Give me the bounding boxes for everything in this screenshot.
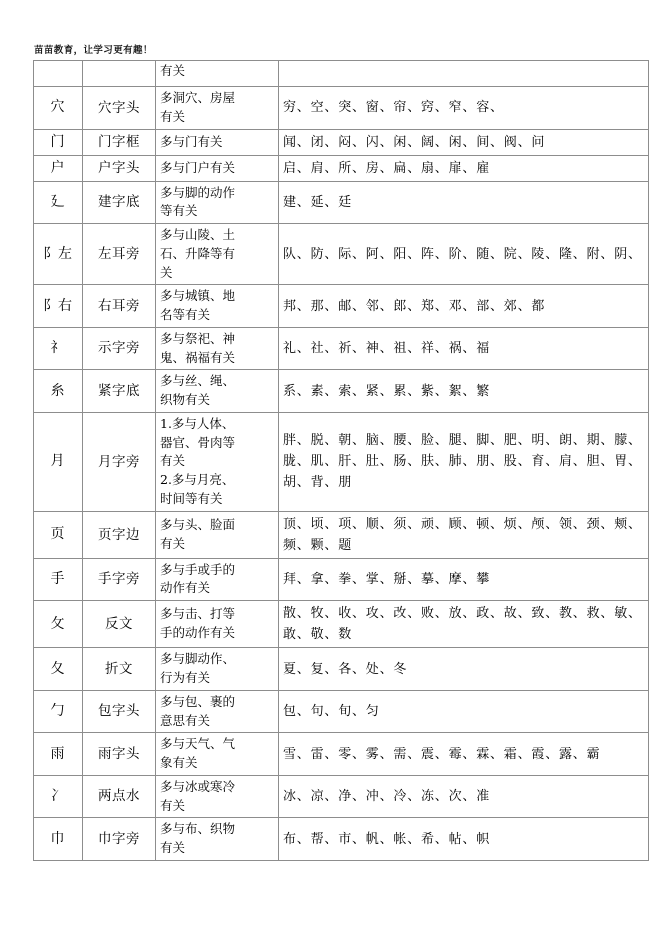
- meaning-line: 多与头、脸面: [160, 516, 236, 532]
- cell-example-characters: 夏、复、各、处、冬: [279, 648, 649, 691]
- meaning-line: 有关: [160, 797, 186, 813]
- cell-meaning: [156, 61, 279, 87]
- cell-radical: 巾: [34, 818, 83, 861]
- meaning-line: 行为有关: [160, 670, 211, 686]
- cell-radical: 穴: [34, 87, 83, 130]
- table-row: [34, 601, 649, 648]
- cell-radical-name: 门字框: [83, 129, 156, 155]
- cell-radical-name: 右耳旁: [83, 285, 156, 328]
- cell-radical: [34, 61, 83, 87]
- cell-meaning: [156, 733, 279, 776]
- cell-radical: 阝左: [34, 224, 83, 285]
- cell-radical: 月: [34, 412, 83, 511]
- meaning-line: 2.多与月亮、: [160, 472, 235, 488]
- cell-radical: 攵: [34, 601, 83, 648]
- cell-example-characters: 邦、那、邮、邻、郎、郑、邓、部、郊、都: [279, 285, 649, 328]
- radical-table: [33, 60, 649, 861]
- cell-meaning: [156, 181, 279, 224]
- table-row: [34, 61, 649, 87]
- cell-radical-name: 折文: [83, 648, 156, 691]
- cell-radical: 勹: [34, 690, 83, 733]
- cell-meaning: [156, 775, 279, 818]
- cell-radical-name: 月字旁: [83, 412, 156, 511]
- meaning-line: 织物有关: [160, 392, 211, 408]
- table-row: [34, 648, 649, 691]
- table-row: [34, 690, 649, 733]
- cell-meaning: [156, 648, 279, 691]
- cell-radical-name: 示字旁: [83, 327, 156, 370]
- cell-radical-name: 两点水: [83, 775, 156, 818]
- meaning-line: 动作有关: [160, 580, 211, 596]
- meaning-line: 1.多与人体、: [160, 415, 235, 431]
- meaning-line: 石、升降等有: [160, 245, 236, 261]
- cell-example-characters: 雪、雷、零、雾、需、震、霉、霖、霜、霞、露、霸: [279, 733, 649, 776]
- cell-example-characters: 礼、社、祈、神、祖、祥、祸、福: [279, 327, 649, 370]
- cell-example-characters: 队、防、际、阿、阳、阵、阶、随、院、陵、隆、附、阴、: [279, 224, 649, 285]
- table-row: [34, 733, 649, 776]
- table-row: [34, 327, 649, 370]
- table-row: [34, 511, 649, 558]
- cell-meaning: [156, 370, 279, 413]
- cell-example-characters: 冰、凉、净、冲、冷、冻、次、准: [279, 775, 649, 818]
- cell-radical-name: 雨字头: [83, 733, 156, 776]
- table-row: [34, 129, 649, 155]
- cell-meaning: [156, 558, 279, 601]
- meaning-line: 多与丝、绳、: [160, 373, 236, 389]
- table-row: [34, 412, 649, 511]
- table-row: [34, 818, 649, 861]
- cell-radical: 雨: [34, 733, 83, 776]
- cell-meaning: [156, 129, 279, 155]
- radical-table-body: [34, 61, 649, 861]
- cell-example-characters: 胖、脱、朝、脑、腰、脸、腿、脚、肥、明、朗、期、朦、胧、肌、肝、肚、肠、肤、肺、朋、股、育、肩、胆、胃、胡、背、朋: [279, 412, 649, 511]
- meaning-line: 有关: [160, 453, 186, 469]
- meaning-line: 时间等有关: [160, 490, 223, 506]
- meaning-line: 多与山陵、土: [160, 227, 236, 243]
- meaning-line: 有关: [160, 63, 186, 78]
- cell-radical: 廴: [34, 181, 83, 224]
- meaning-line: 等有关: [160, 203, 198, 219]
- cell-example-characters: 系、素、索、紧、累、紫、絮、繁: [279, 370, 649, 413]
- cell-meaning: [156, 155, 279, 181]
- table-row: [34, 87, 649, 130]
- cell-radical: 礻: [34, 327, 83, 370]
- cell-meaning: [156, 601, 279, 648]
- cell-radical-name: 户字头: [83, 155, 156, 181]
- cell-radical: 门: [34, 129, 83, 155]
- cell-radical-name: [83, 61, 156, 87]
- meaning-line: 多与包、裹的: [160, 693, 236, 709]
- meaning-line: 名等有关: [160, 307, 211, 323]
- meaning-line: 器官、骨肉等: [160, 434, 236, 450]
- cell-example-characters: 顶、顷、项、顺、须、顽、顾、顿、烦、颅、领、颈、颊、频、颗、题: [279, 511, 649, 558]
- cell-radical-name: 紧字底: [83, 370, 156, 413]
- table-row: [34, 775, 649, 818]
- meaning-line: 多与脚动作、: [160, 651, 236, 667]
- cell-radical-name: 反文: [83, 601, 156, 648]
- cell-example-characters: 拜、拿、拳、掌、掰、摹、摩、攀: [279, 558, 649, 601]
- cell-radical: 夂: [34, 648, 83, 691]
- cell-meaning: [156, 511, 279, 558]
- meaning-line: 多与祭祀、神: [160, 330, 236, 346]
- cell-radical: 阝右: [34, 285, 83, 328]
- radical-table-container: [33, 60, 648, 861]
- meaning-line: 多洞穴、房屋: [160, 90, 236, 105]
- meaning-line: 关: [160, 264, 173, 280]
- meaning-line: 象有关: [160, 755, 198, 771]
- meaning-line: 多与门户有关: [160, 159, 236, 175]
- table-row: [34, 181, 649, 224]
- cell-example-characters: 建、延、廷: [279, 181, 649, 224]
- table-row: [34, 558, 649, 601]
- meaning-line: 有关: [160, 535, 186, 551]
- meaning-line: 有关: [160, 108, 186, 124]
- cell-meaning: [156, 412, 279, 511]
- meaning-line: 鬼、祸福有关: [160, 349, 236, 365]
- cell-radical: 户: [34, 155, 83, 181]
- cell-radical: 页: [34, 511, 83, 558]
- cell-radical-name: 页字边: [83, 511, 156, 558]
- table-row: [34, 155, 649, 181]
- meaning-line: 多与击、打等: [160, 606, 236, 622]
- page-header-slogan: 苗苗教育，让学习更有趣！: [34, 45, 153, 56]
- meaning-line: 有关: [160, 840, 186, 856]
- meaning-line: 意思有关: [160, 712, 211, 728]
- cell-example-characters: 闻、闭、闷、闪、闲、阔、闲、间、阀、问: [279, 129, 649, 155]
- meaning-line: 手的动作有关: [160, 625, 236, 641]
- meaning-line: 多与手或手的: [160, 561, 236, 577]
- cell-meaning: [156, 87, 279, 130]
- cell-radical-name: 建字底: [83, 181, 156, 224]
- cell-example-characters: 穷、空、突、窗、帘、窍、窄、容、: [279, 87, 649, 130]
- cell-radical: 冫: [34, 775, 83, 818]
- cell-radical-name: 左耳旁: [83, 224, 156, 285]
- cell-meaning: [156, 818, 279, 861]
- cell-meaning: [156, 690, 279, 733]
- cell-example-characters: 启、肩、所、房、扁、扇、扉、雇: [279, 155, 649, 181]
- meaning-line: 多与门有关: [160, 133, 223, 149]
- cell-meaning: [156, 327, 279, 370]
- meaning-line: 多与布、织物: [160, 821, 236, 837]
- cell-meaning: [156, 285, 279, 328]
- meaning-line: 多与冰或寒冷: [160, 778, 236, 794]
- cell-radical-name: 穴字头: [83, 87, 156, 130]
- cell-example-characters: 布、帮、市、帆、帐、希、帖、帜: [279, 818, 649, 861]
- cell-radical-name: 巾字旁: [83, 818, 156, 861]
- cell-example-characters: 包、句、旬、匀: [279, 690, 649, 733]
- cell-meaning: [156, 224, 279, 285]
- meaning-line: 多与脚的动作: [160, 184, 236, 200]
- table-row: [34, 224, 649, 285]
- cell-radical-name: 手字旁: [83, 558, 156, 601]
- cell-example-characters: 散、牧、收、攻、改、败、放、政、故、致、教、救、敏、敢、敬、数: [279, 601, 649, 648]
- cell-example-characters: [279, 61, 649, 87]
- meaning-line: 多与天气、气: [160, 736, 236, 752]
- cell-radical: 手: [34, 558, 83, 601]
- cell-radical: 糸: [34, 370, 83, 413]
- cell-radical-name: 包字头: [83, 690, 156, 733]
- table-row: [34, 285, 649, 328]
- meaning-line: 多与城镇、地: [160, 288, 236, 304]
- table-row: [34, 370, 649, 413]
